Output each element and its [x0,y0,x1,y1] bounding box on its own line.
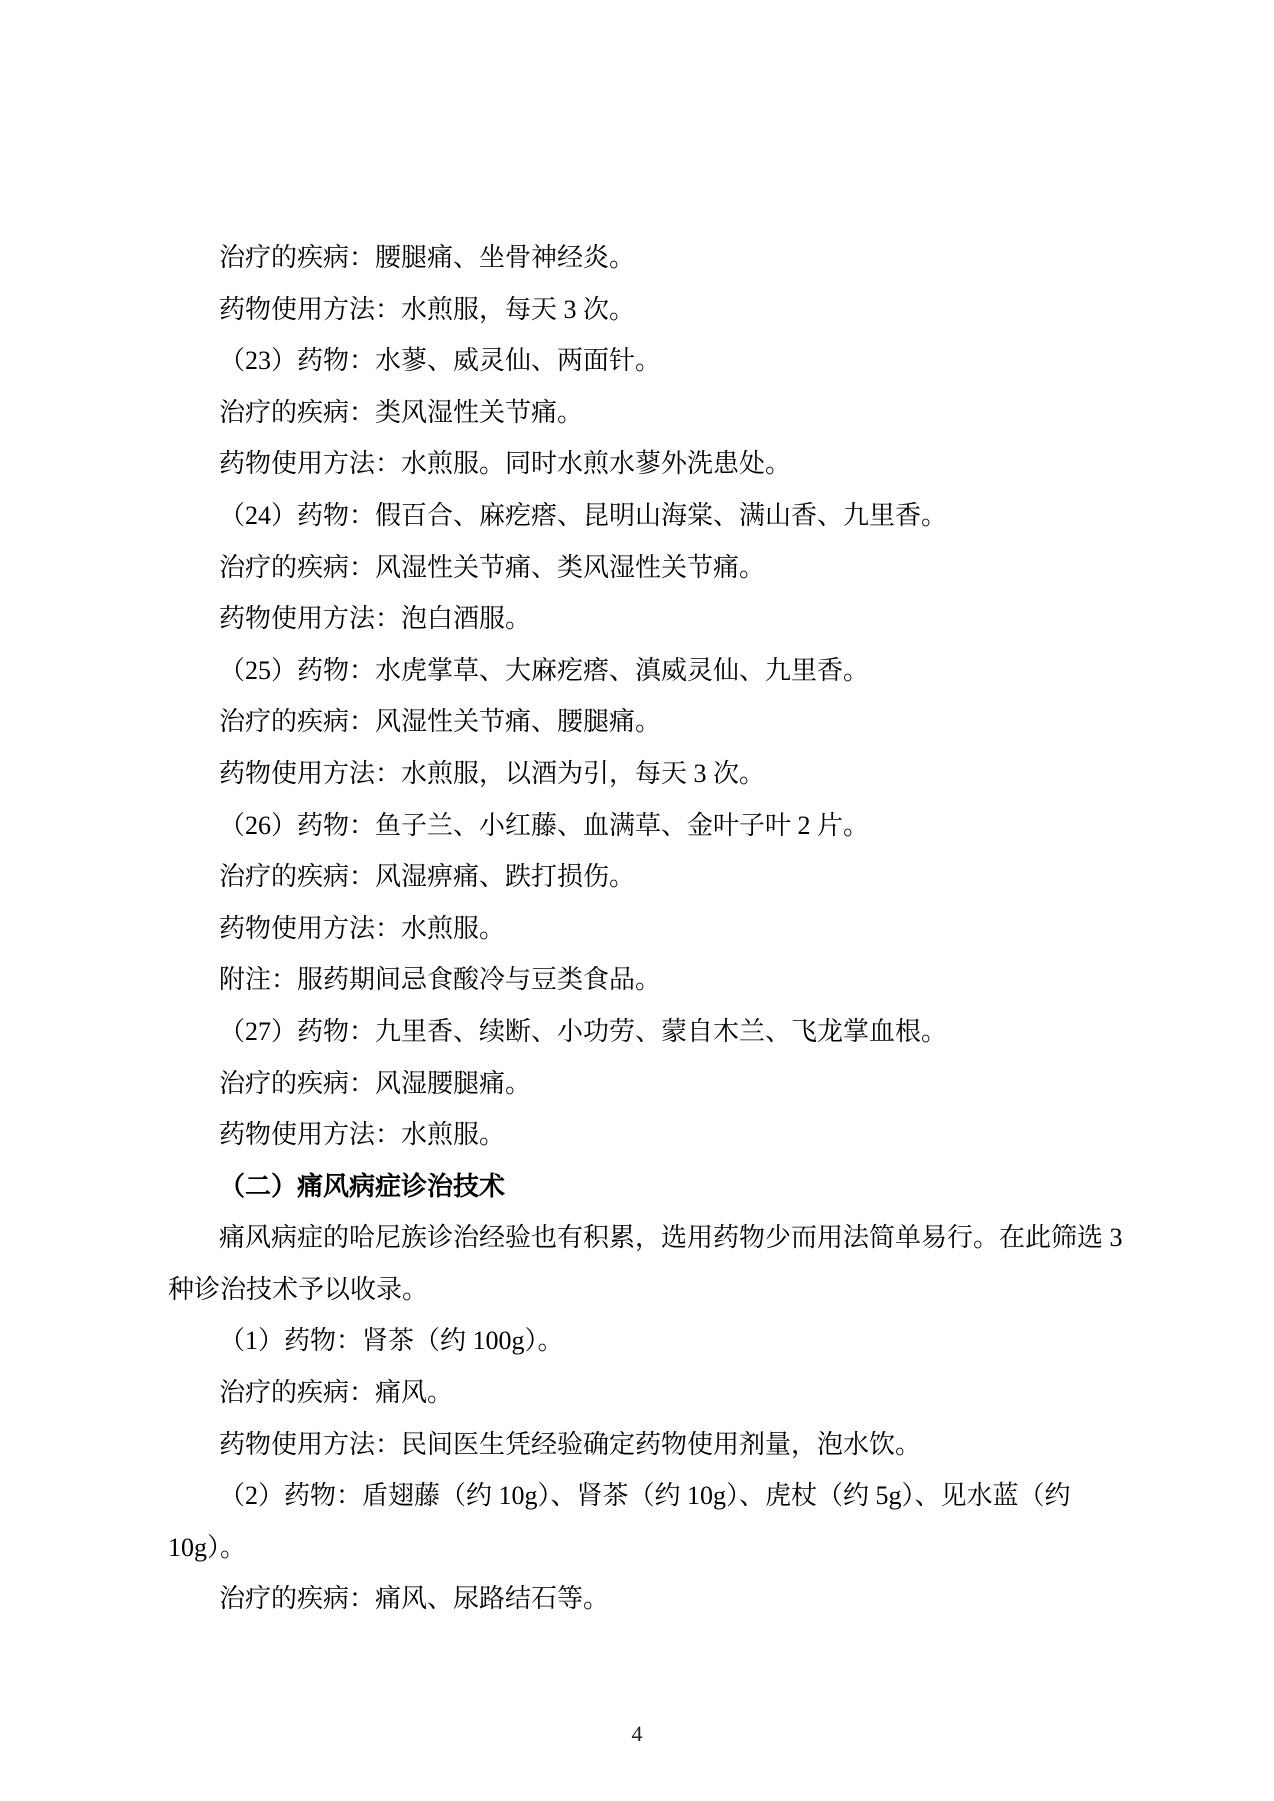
text-line: 治疗的疾病：痛风、尿路结石等。 [219,1584,610,1614]
text-line: 药物使用方法：水煎服，以酒为引，每天 3 次。 [219,758,766,788]
text-line: 附注：服药期间忌食酸冷与豆类食品。 [219,965,662,995]
text-line: （25）药物：水虎掌草、大麻疙瘩、滇威灵仙、九里香。 [219,655,870,685]
text-line: （2）药物：盾翅藤（约 10g）、肾茶（约 10g）、虎杖（约 5g）、见水蓝（约 [219,1481,1071,1511]
text-line: （24）药物：假百合、麻疙瘩、昆明山海棠、满山香、九里香。 [219,500,948,530]
text-line: 药物使用方法：水煎服。 [219,1120,506,1150]
text-line: 种诊治技术予以收录。 [168,1274,429,1304]
text-line: 治疗的疾病：痛风。 [219,1378,454,1408]
text-line: （27）药物：九里香、续断、小功劳、蒙自木兰、飞龙掌血根。 [219,1016,948,1046]
text-line: 治疗的疾病：风湿痹痛、跌打损伤。 [219,862,636,892]
text-line: 治疗的疾病：风湿性关节痛、类风湿性关节痛。 [219,552,766,582]
text-line: （1）药物：肾茶（约 100g）。 [219,1326,564,1356]
text-line: 痛风病症的哈尼族诊治经验也有积累，选用药物少而用法简单易行。在此筛选 3 [219,1223,1123,1253]
text-block [168,232,1148,1625]
text-line: 药物使用方法：民间医生凭经验确定药物使用剂量，泡水饮。 [219,1429,922,1459]
page-number: 4 [631,1721,643,1746]
text-line: 治疗的疾病：腰腿痛、坐骨神经炎。 [219,243,636,272]
text-line: 药物使用方法：水煎服。 [219,913,506,943]
text-line: 药物使用方法：水煎服。同时水煎水蓼外洗患处。 [219,449,792,479]
text-line: 药物使用方法：水煎服，每天 3 次。 [219,294,636,324]
text-line: 10g）。 [168,1532,247,1562]
text-line: （26）药物：鱼子兰、小红藤、血满草、金叶子叶 2 片。 [219,810,870,840]
text-line: （23）药物：水蓼、威灵仙、两面针。 [219,346,662,376]
text-line: 治疗的疾病：风湿腰腿痛。 [219,1068,532,1098]
section-heading: （二）痛风病症诊治技术 [219,1171,506,1201]
text-line: 药物使用方法：泡白酒服。 [219,604,532,634]
text-line: 治疗的疾病：类风湿性关节痛。 [219,397,584,427]
text-line: 治疗的疾病：风湿性关节痛、腰腿痛。 [219,707,662,737]
